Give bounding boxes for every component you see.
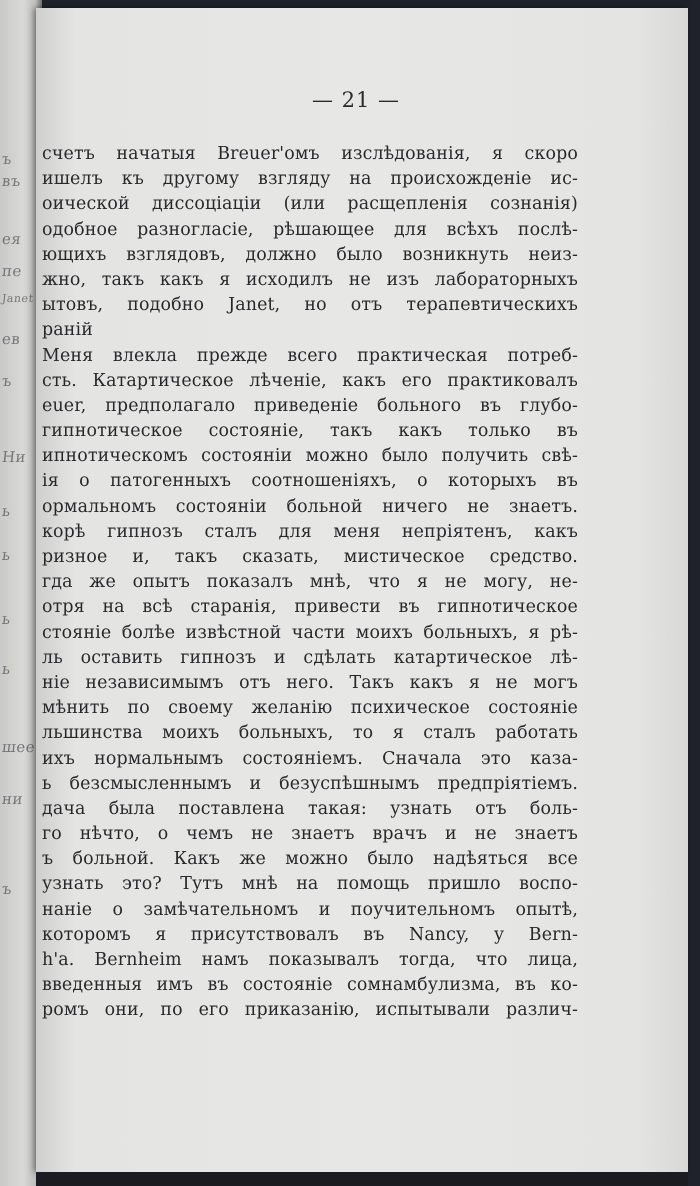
prev-page-fragment: ъ [1,372,13,390]
text-line: ытовъ, подобно Janet, но отъ терапевтическихъ [42,295,578,316]
prev-page-fragment: Ни [1,448,28,466]
text-line: ніе независимымъ отъ него. Такъ какъ я не могъ [42,672,578,693]
text-line: оической диссоціаціи (или расщепленія сознанія) [42,194,578,215]
text-line: корѣ гипнозъ сталъ для меня непріятенъ, какъ [42,521,578,542]
prev-page-fragment: ъ [1,150,13,168]
text-line: наніе о замѣчательномъ и поучительномъ опытѣ, [42,899,578,920]
prev-page-fragment: пе [1,262,23,280]
text-line: ихъ нормальнымъ состояніемъ. Сначала это каза- [42,748,578,769]
text-line: ющихъ взглядовъ, должно было возникнуть неиз- [42,244,578,265]
text-line: ипнотическомъ состояніи можно было получить свѣ- [42,446,578,467]
text-line: жно, такъ какъ я исходилъ не изъ лабораторныхъ [42,269,578,290]
text-line: ромъ они, по его приказанію, испытывали различ- [42,1000,578,1021]
prev-page-fragment: въ [1,172,22,190]
prev-page-fragment: ь [1,546,12,564]
text-line: euer, предполагало приведеніе больного въ глубо- [42,395,578,416]
text-line: Меня влекла прежде всего практическая потреб- [42,345,578,366]
body-text [42,142,578,1024]
text-line: ишелъ къ другому взгляду на происхожденіе ис- [42,169,578,190]
text-line: сть. Катартическое лѣченіе, какъ его практиковалъ [42,370,578,391]
prev-page-fragment: ев [1,330,22,348]
text-line: введенныя имъ въ состояніе сомнамбулизма, въ ко- [42,975,578,996]
text-line: ль оставить гипнозъ и сдѣлать катартическое лѣ- [42,647,578,668]
text-line: мѣнить по своему желанію психическое состояніе [42,698,578,719]
prev-page-fragment: ь [1,610,12,628]
prev-page-fragment: ъ [1,880,13,898]
prev-page-fragment: Janet [1,292,35,305]
book-page [36,8,688,1172]
text-line: гда же опытъ показалъ мнѣ, что я не могу, не- [42,572,578,593]
prev-page-fragment: ни [1,790,24,808]
text-line: гипнотическое состояніе, такъ какъ только въ [42,421,578,442]
prev-page-fragment: ь [1,660,12,678]
prev-page-fragment: ь [1,502,12,520]
text-line: узнать это? Тутъ мнѣ на помощь пришло воспо- [42,874,578,895]
text-line: h'a. Bernheim намъ показывалъ тогда, что лица, [42,950,578,970]
text-line: ормальномъ состояніи больной ничего не знаетъ. [42,496,578,517]
text-line: ія о патогенныхъ соотношеніяхъ, о которыхъ въ [42,471,578,492]
prev-page-fragment: шее [1,738,37,756]
prev-page-fragment: ея [1,230,23,248]
bottom-frame-edge [36,1172,688,1186]
text-line: ъ больной. Какъ же можно было надѣяться все [42,849,578,870]
text-line: го нѣчто, о чемъ не знаетъ врачъ и не знаетъ [42,824,578,845]
text-line: одобное разногласіе, рѣшающее для всѣхъ послѣ- [42,219,578,240]
text-line: льшинства моихъ больныхъ, то я сталъ работать [42,723,578,744]
text-line: дача была поставлена такая: узнать отъ боль- [42,798,578,819]
text-line: которомъ я присутствовалъ въ Nancy, у Bern- [42,924,578,945]
page-number: — 21 — [311,88,401,112]
text-line: раній [42,320,93,341]
text-line: отря на всѣ старанія, привести въ гипнотическое [42,597,578,618]
text-line: ь безсмысленнымъ и безуспѣшнымъ предпріятіемъ. [42,773,578,794]
text-line: счетъ начатыя Breuer'омъ изслѣдованія, я скоро [42,144,578,164]
text-line: ризное и, такъ сказать, мистическое средство. [42,547,578,567]
text-line: стояніе болѣе извѣстной части моихъ больныхъ, я рѣ- [42,622,578,643]
